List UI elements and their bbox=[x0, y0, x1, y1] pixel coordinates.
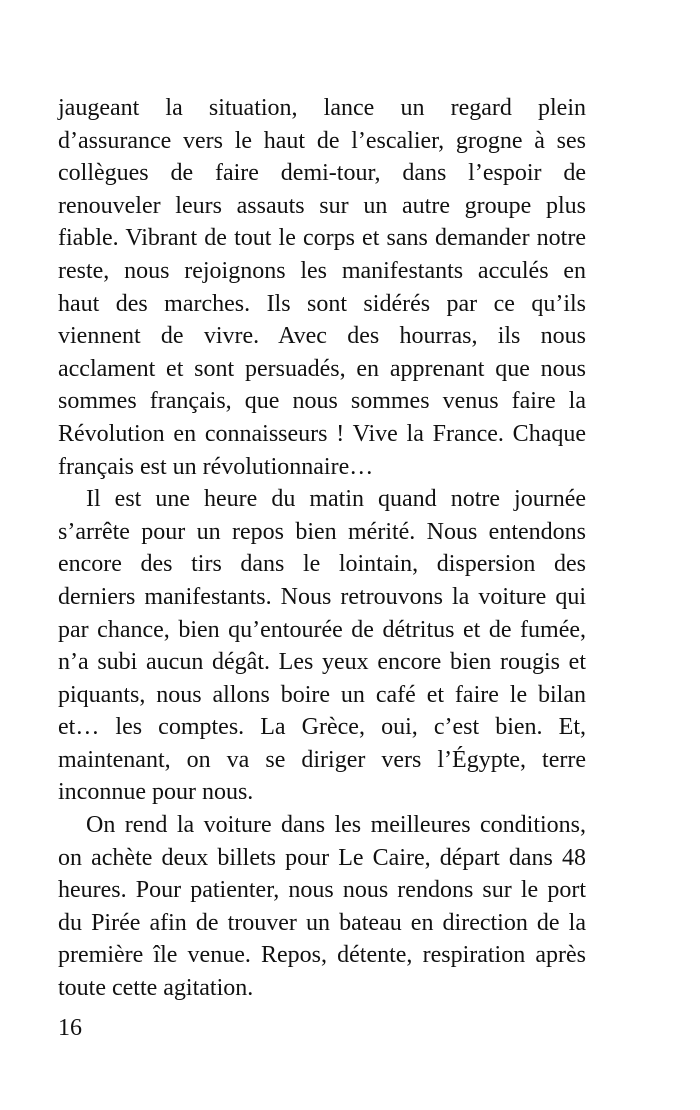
text-line: jaugeant la situation, lance un regard plein bbox=[58, 95, 586, 121]
text-line: fiable. Vibrant de tout le corps et sans demander notre bbox=[58, 225, 586, 252]
text-line: par chance, bien qu’entourée de détritus et de fumée, bbox=[58, 616, 586, 643]
text-line: acclament et sont persuadés, en apprenant que nous bbox=[58, 355, 586, 382]
text-line: toute cette agitation. bbox=[58, 975, 254, 1002]
text-line: sommes français, que nous sommes venus faire la bbox=[58, 388, 586, 415]
text-line: première île venue. Repos, détente, respiration après bbox=[58, 942, 586, 969]
text-line: Révolution en connaisseurs ! Vive la France. Chaque bbox=[58, 420, 586, 447]
page-body bbox=[58, 92, 586, 1005]
text-line: haut des marches. Ils sont sidérés par ce qu’ils bbox=[58, 290, 586, 317]
text-line: et… les comptes. La Grèce, oui, c’est bien. Et, bbox=[58, 714, 586, 741]
text-line: Il est une heure du matin quand notre journée bbox=[86, 486, 586, 513]
paragraph-3 bbox=[58, 809, 586, 1005]
text-line: encore des tirs dans le lointain, dispersion des bbox=[58, 551, 586, 578]
paragraph-2 bbox=[58, 483, 586, 809]
text-line: français est un révolutionnaire… bbox=[58, 453, 374, 480]
text-line: on achète deux billets pour Le Caire, départ dans 48 bbox=[58, 844, 586, 871]
text-line: inconnue pour nous. bbox=[58, 779, 254, 806]
text-line: maintenant, on va se diriger vers l’Égypte, terre bbox=[58, 746, 586, 773]
text-line: viennent de vivre. Avec des hourras, ils nous bbox=[58, 323, 586, 350]
text-line: renouveler leurs assauts sur un autre groupe plus bbox=[58, 192, 586, 219]
text-line: piquants, nous allons boire un café et faire le bilan bbox=[58, 681, 586, 708]
text-line: collègues de faire demi-tour, dans l’espoir de bbox=[58, 160, 586, 187]
text-line: derniers manifestants. Nous retrouvons la voiture qui bbox=[58, 583, 586, 610]
text-line: heures. Pour patienter, nous nous rendons sur le port bbox=[58, 877, 586, 904]
text-line: n’a subi aucun dégât. Les yeux encore bien rougis et bbox=[58, 649, 586, 676]
text-line: reste, nous rejoignons les manifestants acculés en bbox=[58, 257, 586, 284]
text-line: s’arrête pour un repos bien mérité. Nous entendons bbox=[58, 518, 586, 545]
text-line: On rend la voiture dans les meilleures conditions, bbox=[86, 812, 586, 839]
text-line: du Pirée afin de trouver un bateau en direction de la bbox=[58, 909, 586, 936]
text-line: d’assurance vers le haut de l’escalier, grogne à ses bbox=[58, 127, 586, 154]
page-number: 16 bbox=[58, 1015, 82, 1041]
paragraph-1 bbox=[58, 92, 586, 483]
